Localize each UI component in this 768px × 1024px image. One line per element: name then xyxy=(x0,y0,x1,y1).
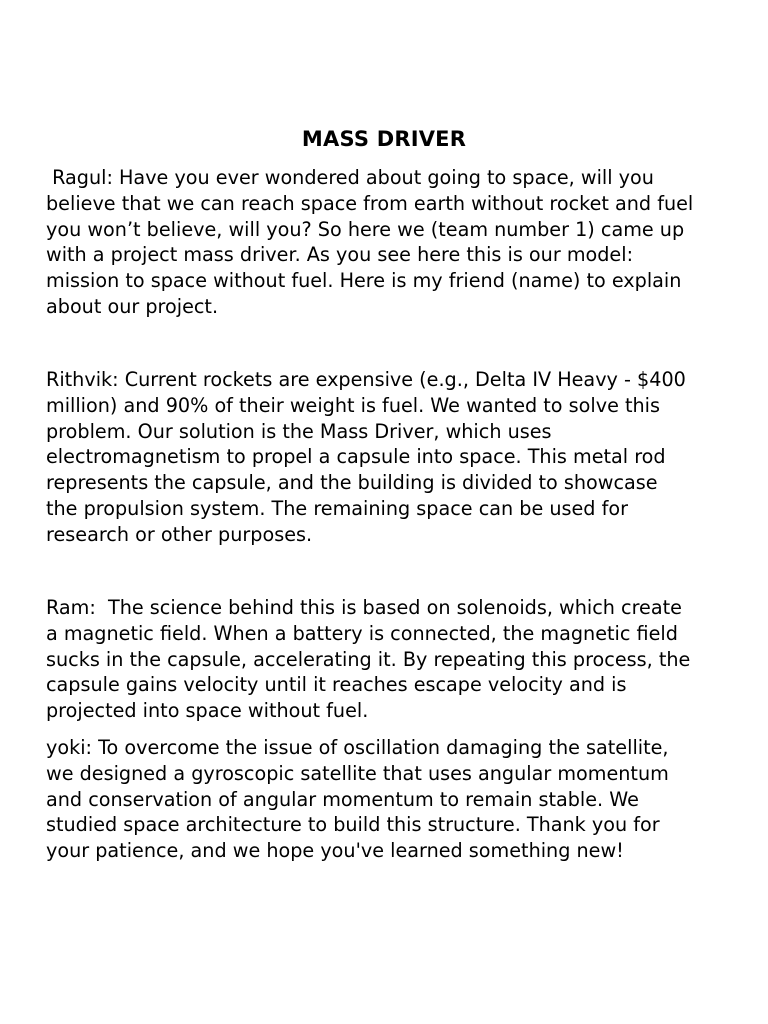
paragraph-line: about our project. xyxy=(46,294,219,318)
paragraph-line: Ragul: Have you ever wondered about going to space, will you xyxy=(46,166,654,189)
paragraph-rithvik xyxy=(46,367,736,548)
paragraph-line: mission to space without fuel. Here is my friend (name) to explain xyxy=(46,269,682,293)
paragraph-yoki xyxy=(46,735,736,864)
paragraph-line: problem. Our solution is the Mass Driver, which uses xyxy=(46,419,552,443)
paragraph-line: research or other purposes. xyxy=(46,522,313,546)
paragraph-line: you won’t believe, will you? So here we (team number 1) came up xyxy=(46,217,685,241)
paragraph-line: with a project mass driver. As you see here this is our model: xyxy=(46,243,634,267)
paragraph-line: electromagnetism to propel a capsule into space. This metal rod xyxy=(46,445,666,469)
paragraph-line: capsule gains velocity until it reaches escape velocity and is xyxy=(46,673,627,697)
paragraph-line: Ram: The science behind this is based on solenoids, which create xyxy=(46,596,682,619)
paragraph-line: a magnetic field. When a battery is connected, the magnetic field xyxy=(46,621,678,645)
paragraph-line: believe that we can reach space from earth without rocket and fuel xyxy=(46,191,694,215)
paragraph-line: represents the capsule, and the building is divided to showcase xyxy=(46,471,658,495)
paragraph-ram xyxy=(46,595,736,724)
document-title: MASS DRIVER xyxy=(301,127,467,151)
paragraph-line: we designed a gyroscopic satellite that uses angular momentum xyxy=(46,761,669,785)
paragraph-line: yoki: To overcome the issue of oscillation damaging the satellite, xyxy=(46,736,669,759)
paragraph-line: your patience, and we hope you've learned something new! xyxy=(46,839,624,863)
paragraph-line: studied space architecture to build this structure. Thank you for xyxy=(46,813,660,837)
paragraph-line: the propulsion system. The remaining space can be used for xyxy=(46,496,628,520)
paragraph-line: and conservation of angular momentum to remain stable. We xyxy=(46,787,639,811)
paragraph-line: million) and 90% of their weight is fuel. We wanted to solve this xyxy=(46,393,660,417)
paragraph-line: sucks in the capsule, accelerating it. By repeating this process, the xyxy=(46,647,691,671)
paragraph-line: projected into space without fuel. xyxy=(46,699,369,723)
paragraph-ragul xyxy=(46,165,736,320)
paragraph-line: Rithvik: Current rockets are expensive (e.g., Delta IV Heavy - $400 xyxy=(46,368,686,391)
